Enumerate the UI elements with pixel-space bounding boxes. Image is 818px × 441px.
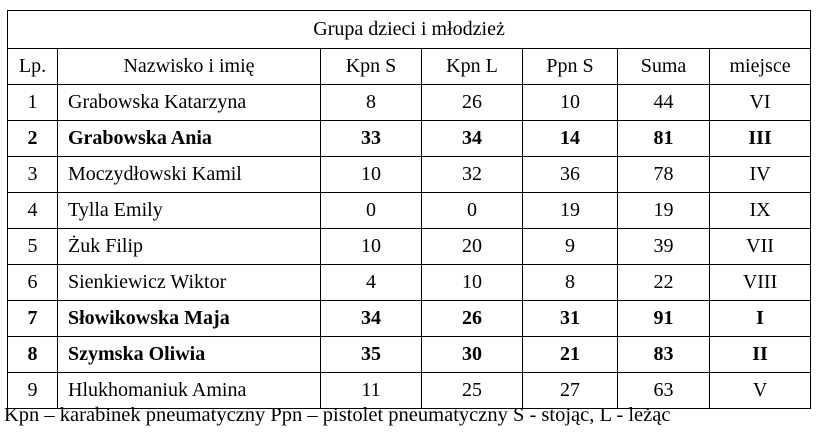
cell-suma: 39 [618, 229, 710, 265]
cell-ppn-s: 8 [523, 265, 618, 301]
cell-name: Tylla Emily [58, 193, 321, 229]
header-lp: Lp. [8, 49, 58, 85]
cell-suma: 22 [618, 265, 710, 301]
cell-kpn-l: 26 [422, 85, 523, 121]
cell-kpn-s: 8 [321, 85, 422, 121]
cell-miejsce: III [710, 121, 811, 157]
header-name: Nazwisko i imię [58, 49, 321, 85]
cell-miejsce: V [710, 373, 811, 409]
cell-name: Hlukhomaniuk Amina [58, 373, 321, 409]
table-row [8, 157, 811, 193]
cell-kpn-s: 34 [321, 301, 422, 337]
cell-kpn-s: 11 [321, 373, 422, 409]
header-miejsce: miejsce [710, 49, 811, 85]
cell-suma: 81 [618, 121, 710, 157]
cell-name: Słowikowska Maja [58, 301, 321, 337]
cell-kpn-l: 25 [422, 373, 523, 409]
cell-name: Grabowska Katarzyna [58, 85, 321, 121]
cell-lp: 3 [8, 157, 58, 193]
cell-lp: 8 [8, 337, 58, 373]
cell-suma: 63 [618, 373, 710, 409]
cell-lp: 4 [8, 193, 58, 229]
table-title: Grupa dzieci i młodzież [8, 11, 811, 49]
cell-ppn-s: 10 [523, 85, 618, 121]
table-row [8, 193, 811, 229]
table-row [8, 85, 811, 121]
cell-kpn-l: 30 [422, 337, 523, 373]
cell-lp: 7 [8, 301, 58, 337]
cell-kpn-s: 0 [321, 193, 422, 229]
cell-ppn-s: 36 [523, 157, 618, 193]
cell-kpn-s: 33 [321, 121, 422, 157]
header-kpn-l: Kpn L [422, 49, 523, 85]
cell-kpn-l: 26 [422, 301, 523, 337]
cell-lp: 2 [8, 121, 58, 157]
header-suma: Suma [618, 49, 710, 85]
cell-ppn-s: 21 [523, 337, 618, 373]
cell-miejsce: IV [710, 157, 811, 193]
cell-kpn-l: 34 [422, 121, 523, 157]
cell-kpn-s: 35 [321, 337, 422, 373]
table-row [8, 265, 811, 301]
cell-lp: 6 [8, 265, 58, 301]
cell-kpn-l: 20 [422, 229, 523, 265]
table-row [8, 121, 811, 157]
header-ppn-s: Ppn S [523, 49, 618, 85]
cell-name: Moczydłowski Kamil [58, 157, 321, 193]
cell-miejsce: VIII [710, 265, 811, 301]
table-row [8, 337, 811, 373]
cell-suma: 19 [618, 193, 710, 229]
cell-kpn-l: 0 [422, 193, 523, 229]
cell-name: Szymska Oliwia [58, 337, 321, 373]
header-kpn-s: Kpn S [321, 49, 422, 85]
footnote: Kpn – karabinek pneumatyczny Ppn – pistolet pneumatyczny S - stojąc, L - leżąc [4, 404, 671, 426]
cell-miejsce: VII [710, 229, 811, 265]
cell-miejsce: VI [710, 85, 811, 121]
cell-suma: 91 [618, 301, 710, 337]
cell-kpn-s: 10 [321, 157, 422, 193]
cell-ppn-s: 27 [523, 373, 618, 409]
cell-name: Sienkiewicz Wiktor [58, 265, 321, 301]
cell-ppn-s: 31 [523, 301, 618, 337]
cell-suma: 78 [618, 157, 710, 193]
table-title-row [8, 11, 811, 49]
cell-suma: 83 [618, 337, 710, 373]
table-row [8, 301, 811, 337]
cell-kpn-s: 10 [321, 229, 422, 265]
cell-kpn-l: 32 [422, 157, 523, 193]
cell-lp: 1 [8, 85, 58, 121]
cell-ppn-s: 9 [523, 229, 618, 265]
cell-suma: 44 [618, 85, 710, 121]
cell-lp: 5 [8, 229, 58, 265]
cell-lp: 9 [8, 373, 58, 409]
cell-miejsce: IX [710, 193, 811, 229]
cell-kpn-s: 4 [321, 265, 422, 301]
table-header-row [8, 49, 811, 85]
table-row [8, 229, 811, 265]
cell-miejsce: I [710, 301, 811, 337]
cell-kpn-l: 10 [422, 265, 523, 301]
cell-name: Grabowska Ania [58, 121, 321, 157]
cell-ppn-s: 14 [523, 121, 618, 157]
cell-name: Żuk Filip [58, 229, 321, 265]
cell-miejsce: II [710, 337, 811, 373]
results-table [7, 10, 811, 409]
cell-ppn-s: 19 [523, 193, 618, 229]
